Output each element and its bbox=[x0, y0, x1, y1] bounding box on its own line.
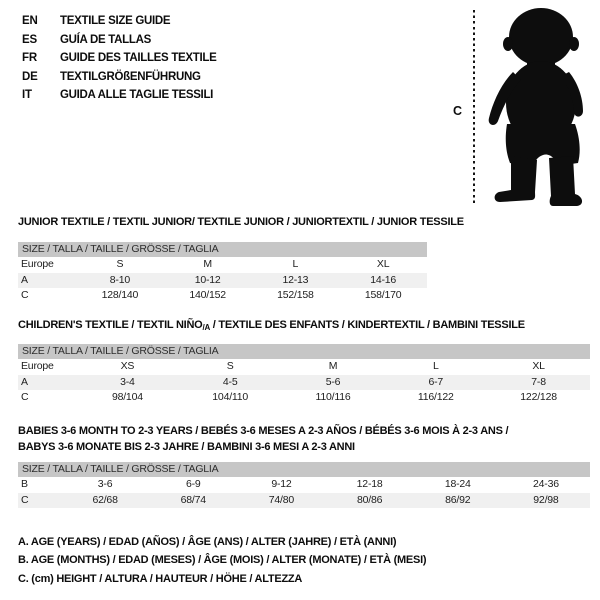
table-cell: 92/98 bbox=[533, 493, 559, 506]
legend-notes bbox=[18, 533, 426, 588]
table-cell: 122/128 bbox=[520, 391, 557, 403]
language-code: EN bbox=[22, 15, 38, 27]
language-code: DE bbox=[22, 70, 38, 83]
title-text: CHILDREN'S TEXTILE / TEXTIL NIÑO bbox=[18, 319, 203, 331]
guide-title: GUIDE DES TAILLES TEXTILE bbox=[60, 52, 217, 64]
table-cell: XL bbox=[376, 258, 390, 270]
table-cell: 128/140 bbox=[101, 289, 139, 301]
list-item bbox=[22, 12, 217, 31]
section-title-babies bbox=[18, 423, 578, 455]
list-item bbox=[22, 31, 217, 50]
guide-title: GUIDA ALLE TAGLIE TESSILI bbox=[60, 89, 214, 101]
size-header-bar: SIZE / TALLA / TAILLE / GRÖSSE / TAGLIA bbox=[18, 462, 590, 477]
row-label: B bbox=[21, 478, 28, 490]
table-cell: 140/152 bbox=[189, 289, 226, 301]
table-cell: 9-12 bbox=[271, 478, 292, 490]
table-cell: 74/80 bbox=[268, 493, 295, 506]
table-cell: 152/158 bbox=[277, 289, 314, 301]
list-item bbox=[22, 49, 217, 68]
table-cell: 7-8 bbox=[531, 375, 546, 388]
table-cell: 116/122 bbox=[417, 391, 454, 403]
table-cell: 18-24 bbox=[444, 478, 471, 490]
table-cell: 80/86 bbox=[356, 493, 383, 506]
table-cell: 8-10 bbox=[109, 273, 130, 286]
table-row-europe bbox=[18, 359, 590, 375]
babies-size-table bbox=[18, 462, 590, 508]
row-label: A bbox=[21, 273, 28, 286]
table-cell: M bbox=[203, 258, 212, 270]
table-row-height bbox=[18, 493, 590, 509]
note-age-months: B. AGE (MONTHS) / EDAD (MESES) / ÂGE (MOIS) / ALTER (MONATE) / ETÀ (MESI) bbox=[18, 554, 427, 567]
table-row-age bbox=[18, 273, 427, 289]
section-title-junior: JUNIOR TEXTILE / TEXTIL JUNIOR/ TEXTILE JUNIOR / JUNIORTEXTIL / JUNIOR TESSILE bbox=[18, 216, 464, 228]
note-height-cm: C. (cm) HEIGHT / ALTURA / HAUTEUR / HÖHE / ALTEZZA bbox=[18, 572, 303, 585]
row-label: C bbox=[21, 391, 29, 403]
height-measure-dotted-line bbox=[473, 10, 475, 206]
table-cell: 86/92 bbox=[445, 493, 471, 506]
table-cell: 14-16 bbox=[370, 273, 397, 286]
guide-title: GUÍA DE TALLAS bbox=[60, 33, 151, 46]
language-code: FR bbox=[22, 52, 37, 64]
table-cell: 6-9 bbox=[185, 478, 201, 490]
guide-title: TEXTILGRÖßENFÜHRUNG bbox=[60, 70, 201, 83]
table-cell: 3-4 bbox=[120, 375, 135, 388]
table-cell: S bbox=[116, 258, 124, 270]
row-label: C bbox=[21, 289, 29, 301]
table-cell: XS bbox=[120, 360, 135, 372]
list-item bbox=[22, 86, 217, 105]
section-title-children bbox=[18, 319, 525, 332]
title-line-1: BABIES 3-6 MONTH TO 2-3 YEARS / BEBÉS 3-6 MESES A 2-3 AÑOS / BÉBÉS 3-6 MOIS À 2-3 ANS / bbox=[18, 425, 509, 437]
table-cell: S bbox=[226, 360, 234, 372]
language-title-list bbox=[22, 12, 217, 105]
table-cell: 12-13 bbox=[282, 273, 309, 286]
table-cell: 6-7 bbox=[428, 375, 444, 388]
table-cell: L bbox=[432, 360, 439, 372]
table-row-height bbox=[18, 390, 590, 406]
size-header-bar: SIZE / TALLA / TAILLE / GRÖSSE / TAGLIA bbox=[18, 242, 427, 257]
language-code: ES bbox=[22, 33, 37, 46]
row-label: Europe bbox=[21, 258, 54, 270]
table-cell: XL bbox=[532, 360, 545, 372]
height-measure-label: C bbox=[453, 104, 463, 118]
table-cell: 5-6 bbox=[325, 375, 341, 388]
table-cell: 10-12 bbox=[194, 273, 221, 286]
title-subscript: /A bbox=[202, 323, 210, 332]
row-label: A bbox=[21, 375, 28, 388]
table-row-age bbox=[18, 375, 590, 391]
title-text: / TEXTILE DES ENFANTS / KINDERTEXTIL / BAMBINI TESSILE bbox=[209, 319, 525, 331]
table-row-height bbox=[18, 288, 427, 304]
table-cell: 12-18 bbox=[356, 478, 383, 490]
table-cell: 4-5 bbox=[222, 375, 238, 388]
junior-size-table bbox=[18, 242, 427, 304]
note-age-years: A. AGE (YEARS) / EDAD (AÑOS) / ÂGE (ANS) / ALTER (JAHRE) / ETÀ (ANNI) bbox=[18, 536, 397, 548]
table-row-europe bbox=[18, 257, 427, 273]
table-cell: 68/74 bbox=[180, 493, 206, 506]
table-row-age-months bbox=[18, 477, 590, 493]
size-header-bar: SIZE / TALLA / TAILLE / GRÖSSE / TAGLIA bbox=[18, 344, 590, 359]
row-label: Europe bbox=[21, 360, 54, 372]
children-size-table bbox=[18, 344, 590, 406]
table-cell: L bbox=[292, 258, 299, 270]
table-cell: 104/110 bbox=[212, 391, 249, 403]
list-item bbox=[22, 68, 217, 87]
table-cell: 62/68 bbox=[92, 493, 118, 506]
table-cell: 98/104 bbox=[111, 391, 143, 403]
table-cell: 3-6 bbox=[97, 478, 113, 490]
table-cell: M bbox=[328, 360, 338, 372]
table-cell: 158/170 bbox=[364, 289, 402, 301]
table-cell: 110/116 bbox=[315, 391, 351, 403]
baby-silhouette-icon bbox=[481, 6, 597, 208]
row-label: C bbox=[21, 493, 29, 506]
title-line-2: BABYS 3-6 MONATE BIS 2-3 JAHRE / BAMBINI 3-6 MESI A 2-3 ANNI bbox=[18, 441, 355, 453]
guide-title: TEXTILE SIZE GUIDE bbox=[60, 15, 171, 27]
language-code: IT bbox=[22, 89, 32, 101]
table-cell: 24-36 bbox=[533, 478, 559, 490]
